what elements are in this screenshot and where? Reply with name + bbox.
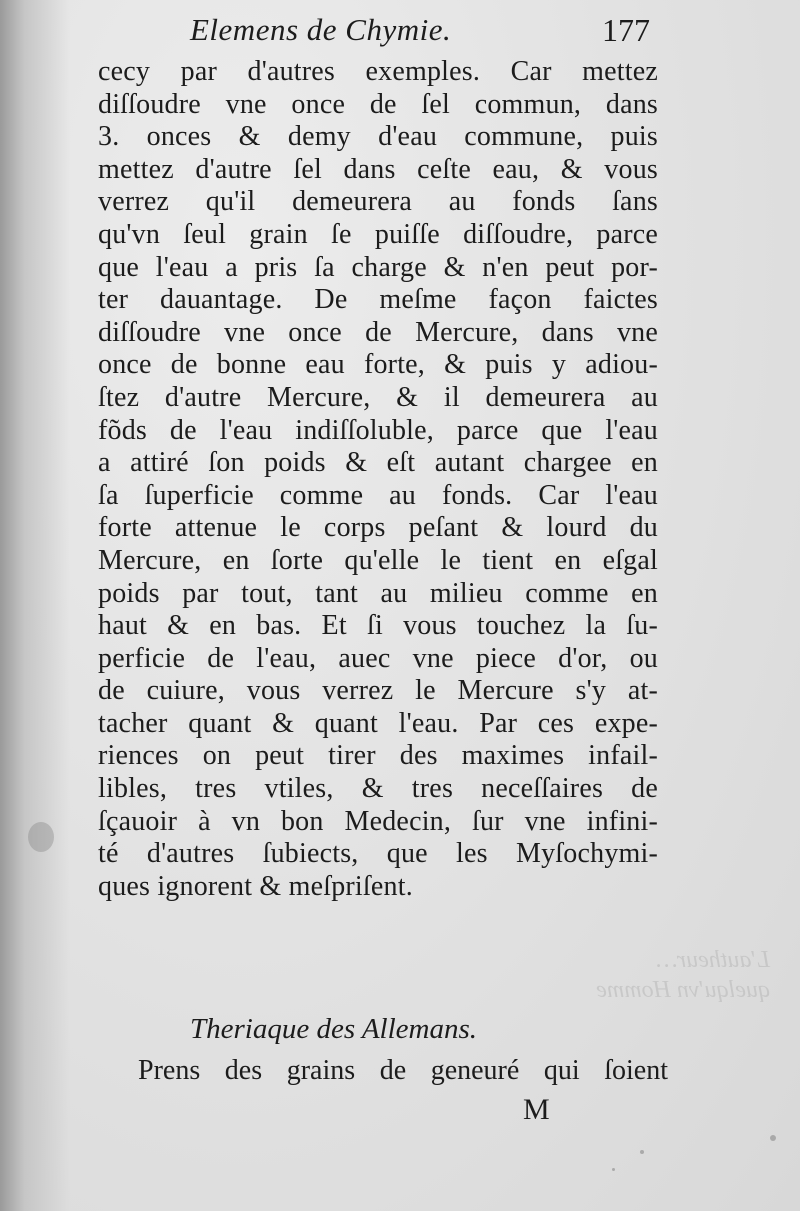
- text-line: libles, tres vtiles, & tres neceſſaires de: [98, 773, 658, 805]
- paper-speck: [770, 1135, 776, 1141]
- text-line: once de bonne eau forte, & puis y adiou-: [98, 349, 658, 381]
- running-title: Elemens de Chymie.: [190, 12, 452, 47]
- text-line: que l'eau a pris ſa charge & n'en peut por-: [98, 251, 658, 283]
- page-number: 177: [602, 12, 650, 48]
- text-line: qu'vn ſeul grain ſe puiſſe diſſoudre, parce: [98, 218, 658, 250]
- show-through-text: L'autheur… quelqu'vn Homme: [596, 947, 770, 1003]
- text-line: forte attenue le corps peſant & lourd du: [98, 512, 658, 544]
- text-line: ſa ſuperficie comme au fonds. Car l'eau: [98, 479, 658, 511]
- paper-speck: [28, 822, 54, 852]
- paper-speck: [612, 1168, 615, 1171]
- text-line: perficie de l'eau, auec vne piece d'or, ou: [98, 642, 658, 674]
- text-line: mettez d'autre ſel dans ceſte eau, & vous: [98, 153, 658, 185]
- text-line: diſſoudre vne once de ſel commun, dans: [98, 88, 658, 120]
- text-line: verrez qu'il demeurera au fonds ſans: [98, 186, 658, 218]
- body-text: [98, 56, 658, 903]
- text-line: 3. onces & demy d'eau commune, puis: [98, 121, 658, 153]
- text-line: ques ignorent & meſpriſent.: [98, 870, 413, 902]
- text-line: ter dauantage. De meſme façon faictes: [98, 284, 658, 316]
- running-head: [190, 12, 650, 52]
- section-heading: Theriaque des Allemans.: [190, 1013, 478, 1045]
- text-line: Mercure, en ſorte qu'elle le tient en eſgal: [98, 544, 658, 576]
- text-line: ſtez d'autre Mercure, & il demeurera au: [98, 381, 658, 413]
- text-line: diſſoudre vne once de Mercure, dans vne: [98, 316, 658, 348]
- text-line: a attiré ſon poids & eſt autant chargee en: [98, 447, 658, 479]
- text-line: té d'autres ſubiects, que les Myſochymi-: [98, 838, 658, 870]
- text-line: fõds de l'eau indiſſoluble, parce que l'eau: [98, 414, 658, 446]
- paper-speck: [640, 1150, 644, 1154]
- text-line: ſçauoir à vn bon Medecin, ſur vne infini-: [98, 805, 658, 837]
- text-line: riences on peut tirer des maximes infail-: [98, 740, 658, 772]
- text-line: de cuiure, vous verrez le Mercure s'y at-: [98, 675, 658, 707]
- section-first-line: Prens des grains de geneuré qui ſoient: [138, 1055, 668, 1086]
- text-line: haut & en bas. Et ſi vous touchez la ſu-: [98, 610, 658, 642]
- gutter-shadow: [0, 0, 70, 1211]
- signature-mark: M: [523, 1093, 550, 1126]
- text-line: tacher quant & quant l'eau. Par ces expe-: [98, 707, 658, 739]
- text-line: poids par tout, tant au milieu comme en: [98, 577, 658, 609]
- text-line: cecy par d'autres exemples. Car mettez: [98, 56, 658, 87]
